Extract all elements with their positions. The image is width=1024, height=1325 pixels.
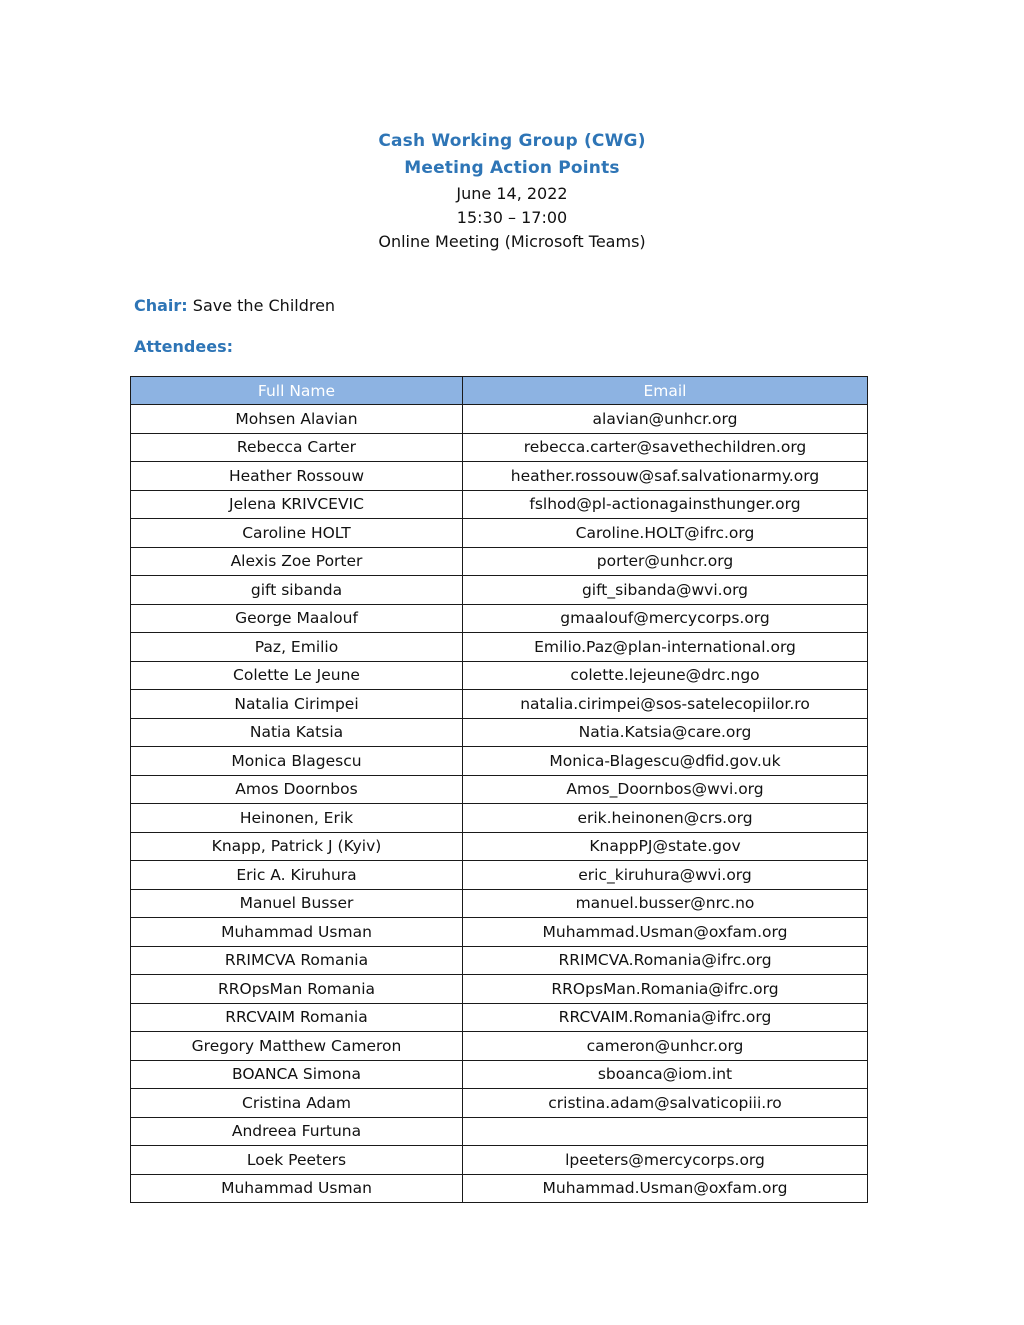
table-row	[131, 519, 868, 548]
attendee-email	[463, 1117, 868, 1146]
table-row	[131, 547, 868, 576]
attendee-email: RRCVAIM.Romania@ifrc.org	[463, 1003, 868, 1032]
attendee-name: Muhammad Usman	[131, 1174, 463, 1203]
table-row	[131, 690, 868, 719]
attendee-email: rebecca.carter@savethechildren.org	[463, 433, 868, 462]
attendees-table	[130, 376, 868, 1203]
table-row	[131, 462, 868, 491]
table-row	[131, 633, 868, 662]
attendee-email: colette.lejeune@drc.ngo	[463, 661, 868, 690]
column-header-full-name: Full Name	[131, 377, 463, 405]
table-row	[131, 1146, 868, 1175]
table-row	[131, 1032, 868, 1061]
attendee-name: Natia Katsia	[131, 718, 463, 747]
attendee-name: Heather Rossouw	[131, 462, 463, 491]
attendee-name: Monica Blagescu	[131, 747, 463, 776]
table-row	[131, 661, 868, 690]
attendee-name: Knapp, Patrick J (Kyiv)	[131, 832, 463, 861]
attendee-name: Rebecca Carter	[131, 433, 463, 462]
attendee-email: Muhammad.Usman@oxfam.org	[463, 1174, 868, 1203]
attendee-email: Muhammad.Usman@oxfam.org	[463, 918, 868, 947]
table-header-row	[131, 377, 868, 405]
table-row	[131, 975, 868, 1004]
attendee-email: erik.heinonen@crs.org	[463, 804, 868, 833]
chair-line	[134, 294, 335, 318]
table-row	[131, 946, 868, 975]
attendee-email: Natia.Katsia@care.org	[463, 718, 868, 747]
table-row	[131, 576, 868, 605]
attendee-email: alavian@unhcr.org	[463, 405, 868, 434]
attendee-name: Heinonen, Erik	[131, 804, 463, 833]
attendee-email: eric_kiruhura@wvi.org	[463, 861, 868, 890]
table-row	[131, 433, 868, 462]
attendee-email: heather.rossouw@saf.salvationarmy.org	[463, 462, 868, 491]
attendee-name: Andreea Furtuna	[131, 1117, 463, 1146]
table-row	[131, 1003, 868, 1032]
column-header-email: Email	[463, 377, 868, 405]
document-subtitle: Meeting Action Points	[404, 158, 620, 178]
attendee-name: Paz, Emilio	[131, 633, 463, 662]
attendee-email: Monica-Blagescu@dfid.gov.uk	[463, 747, 868, 776]
attendee-email: RROpsMan.Romania@ifrc.org	[463, 975, 868, 1004]
attendee-name: Caroline HOLT	[131, 519, 463, 548]
attendee-email: RRIMCVA.Romania@ifrc.org	[463, 946, 868, 975]
attendees-table-body	[131, 405, 868, 1203]
attendee-name: George Maalouf	[131, 604, 463, 633]
attendee-name: Jelena KRIVCEVIC	[131, 490, 463, 519]
attendee-name: Loek Peeters	[131, 1146, 463, 1175]
attendee-name: Cristina Adam	[131, 1089, 463, 1118]
attendee-name: BOANCA Simona	[131, 1060, 463, 1089]
attendee-name: Muhammad Usman	[131, 918, 463, 947]
attendee-name: RROpsMan Romania	[131, 975, 463, 1004]
table-row	[131, 775, 868, 804]
table-row	[131, 1060, 868, 1089]
table-row	[131, 405, 868, 434]
attendee-name: Natalia Cirimpei	[131, 690, 463, 719]
table-row	[131, 804, 868, 833]
table-row	[131, 1174, 868, 1203]
attendee-name: Colette Le Jeune	[131, 661, 463, 690]
table-row	[131, 861, 868, 890]
chair-label: Chair:	[134, 296, 188, 315]
attendee-email: cristina.adam@salvaticopiii.ro	[463, 1089, 868, 1118]
attendee-name: Gregory Matthew Cameron	[131, 1032, 463, 1061]
attendee-name: RRCVAIM Romania	[131, 1003, 463, 1032]
attendee-email: natalia.cirimpei@sos-satelecopiilor.ro	[463, 690, 868, 719]
attendee-name: RRIMCVA Romania	[131, 946, 463, 975]
chair-value: Save the Children	[192, 296, 336, 315]
attendee-name: Amos Doornbos	[131, 775, 463, 804]
attendees-heading: Attendees:	[134, 337, 233, 356]
table-row	[131, 747, 868, 776]
attendee-name: Manuel Busser	[131, 889, 463, 918]
table-row	[131, 604, 868, 633]
attendee-email: fslhod@pl-actionagainsthunger.org	[463, 490, 868, 519]
attendee-email: sboanca@iom.int	[463, 1060, 868, 1089]
table-row	[131, 832, 868, 861]
table-row	[131, 718, 868, 747]
attendee-email: porter@unhcr.org	[463, 547, 868, 576]
attendee-name: Mohsen Alavian	[131, 405, 463, 434]
attendee-name: gift sibanda	[131, 576, 463, 605]
attendee-name: Eric A. Kiruhura	[131, 861, 463, 890]
meeting-location: Online Meeting (Microsoft Teams)	[378, 232, 646, 251]
attendee-name: Alexis Zoe Porter	[131, 547, 463, 576]
attendee-email: gmaalouf@mercycorps.org	[463, 604, 868, 633]
attendee-email: cameron@unhcr.org	[463, 1032, 868, 1061]
table-row	[131, 1117, 868, 1146]
document-header	[0, 128, 1024, 254]
table-row	[131, 490, 868, 519]
table-row	[131, 1089, 868, 1118]
attendee-email: gift_sibanda@wvi.org	[463, 576, 868, 605]
attendee-email: KnappPJ@state.gov	[463, 832, 868, 861]
table-row	[131, 889, 868, 918]
attendee-email: manuel.busser@nrc.no	[463, 889, 868, 918]
meeting-time: 15:30 – 17:00	[456, 208, 568, 227]
attendee-email: Caroline.HOLT@ifrc.org	[463, 519, 868, 548]
document-title: Cash Working Group (CWG)	[378, 131, 646, 151]
table-row	[131, 918, 868, 947]
attendee-email: Emilio.Paz@plan-international.org	[463, 633, 868, 662]
attendee-email: lpeeters@mercycorps.org	[463, 1146, 868, 1175]
meeting-date: June 14, 2022	[456, 184, 568, 203]
attendee-email: Amos_Doornbos@wvi.org	[463, 775, 868, 804]
